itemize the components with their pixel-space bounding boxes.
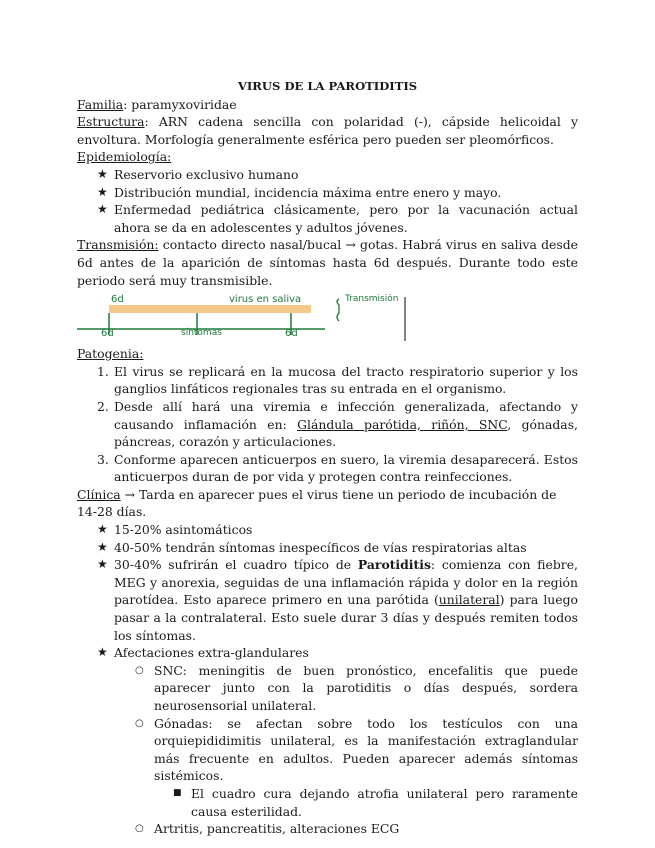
list-item	[77, 363, 578, 398]
document-page	[77, 78, 578, 838]
item-text: Conforme aparecen anticuerpos en suero, la viremia desaparecerá. Estos anticuerpos duran de por vida y protegen contra reinfecciones.	[114, 451, 578, 485]
list-item	[77, 398, 578, 451]
clinica-subsublist	[77, 785, 578, 820]
page-title: VIRUS DE LA PAROTIDITIS	[237, 79, 418, 93]
epidemiologia-list	[77, 166, 578, 236]
list-item: ★ Afectaciones extra-glandulares	[77, 644, 578, 662]
label-bottom-6d: 6d	[101, 328, 114, 340]
familia-line	[77, 96, 578, 114]
label-top-6d: 6d	[111, 294, 124, 306]
clinica-text: → Tarda en aparecer pues el virus tiene un periodo de incubación de 14-28 días.	[77, 486, 557, 520]
transmision-label: Transmisión:	[77, 237, 159, 253]
item-number: 1.	[97, 363, 109, 379]
item-number: 3.	[97, 451, 109, 467]
clinica-line	[77, 486, 578, 521]
item-text: Desde allí hará una viremia e infección generalizada, afectando y causando inflamación en:	[114, 398, 578, 432]
item-text-bold: Parotiditis	[357, 557, 431, 573]
patogenia-heading: Patogenia:	[77, 346, 144, 362]
transmission-diagram	[77, 291, 417, 341]
item-text: , gónadas, páncreas, corazón y articulaciones.	[114, 416, 578, 450]
label-right-6d: 6d	[285, 328, 298, 340]
label-saliva: virus en saliva	[229, 294, 302, 306]
label-sintomas: síntomas	[181, 328, 222, 339]
brace	[337, 299, 339, 321]
transmision-text: contacto directo nasal/bucal → gotas. Habrá virus en saliva desde 6d antes de la aparición de síntomas hasta 6d después. Durante todo este periodo será muy transmisible.	[77, 237, 578, 288]
item-text-underlined: unilateral	[438, 592, 500, 608]
clinica-label: Clínica	[77, 486, 121, 502]
familia-label: Familia	[77, 96, 124, 112]
item-number: 2.	[97, 398, 109, 414]
item-text: El virus se replicará en la mucosa del tracto respiratorio superior y los ganglios linfáticos regionales tras su entrada en el organismo.	[114, 363, 578, 397]
patogenia-list	[77, 363, 578, 486]
item-text: 30-40% sufrirán el cuadro típico de	[114, 557, 358, 573]
list-item: ★ 40-50% tendrán síntomas inespecíficos de vías respiratorias altas	[77, 539, 578, 557]
sub-sub-list-item: ■ El cuadro cura dejando atrofia unilateral pero raramente causa esterilidad.	[77, 785, 578, 820]
list-item: ★ Distribución mundial, incidencia máxima entre enero y mayo.	[77, 184, 578, 202]
estructura-line	[77, 113, 578, 148]
list-item: ★ Enfermedad pediátrica clásicamente, pero por la vacunación actual ahora se da en adolescentes y adultos jóvenes.	[77, 201, 578, 236]
list-item	[77, 451, 578, 486]
clinica-sublist-2	[77, 820, 578, 838]
item-text-underlined: Glándula parótida, riñón, SNC	[297, 416, 508, 432]
clinica-sublist	[77, 662, 578, 785]
sub-list-item: ○ Artritis, pancreatitis, alteraciones ECG	[77, 820, 578, 838]
estructura-label: Estructura	[77, 114, 145, 130]
item-text: ) para luego pasar a la contralateral. Esto suele durar 3 días y después remiten todos los síntomas.	[114, 592, 578, 643]
epidemiologia-heading: Epidemiología:	[77, 149, 172, 165]
list-item: ★ Reservorio exclusivo humano	[77, 166, 578, 184]
item-text: : comienza con fiebre, MEG y anorexia, seguidas de una inflamación rápida y dolor en la región parotídea. Esto aparece primero en una parótida (	[114, 557, 578, 608]
transmision-line	[77, 236, 578, 289]
sub-list-item: ○ SNC: meningitis de buen pronóstico, encefalitis que puede aparecer junto con la parotiditis o días después, sordera neurosensorial unilateral.	[77, 662, 578, 715]
list-item: ★ 15-20% asintomáticos	[77, 521, 578, 539]
label-transmision: Transmisión	[345, 294, 399, 305]
clinica-list	[77, 521, 578, 662]
estructura-text: : ARN cadena sencilla con polaridad (-), cápside helicoidal y envoltura. Morfología generalmente esférica pero pueden ser pleomórficos.	[77, 114, 578, 147]
familia-text: : paramyxoviridae	[123, 96, 237, 112]
sub-list-item: ○ Gónadas: se afectan sobre todo los testículos con una orquiepididimitis unilateral, es la manifestación extraglandular más frecuente en adultos. Pueden aparecer además síntomas sistémicos.	[77, 715, 578, 785]
list-item	[77, 556, 578, 644]
